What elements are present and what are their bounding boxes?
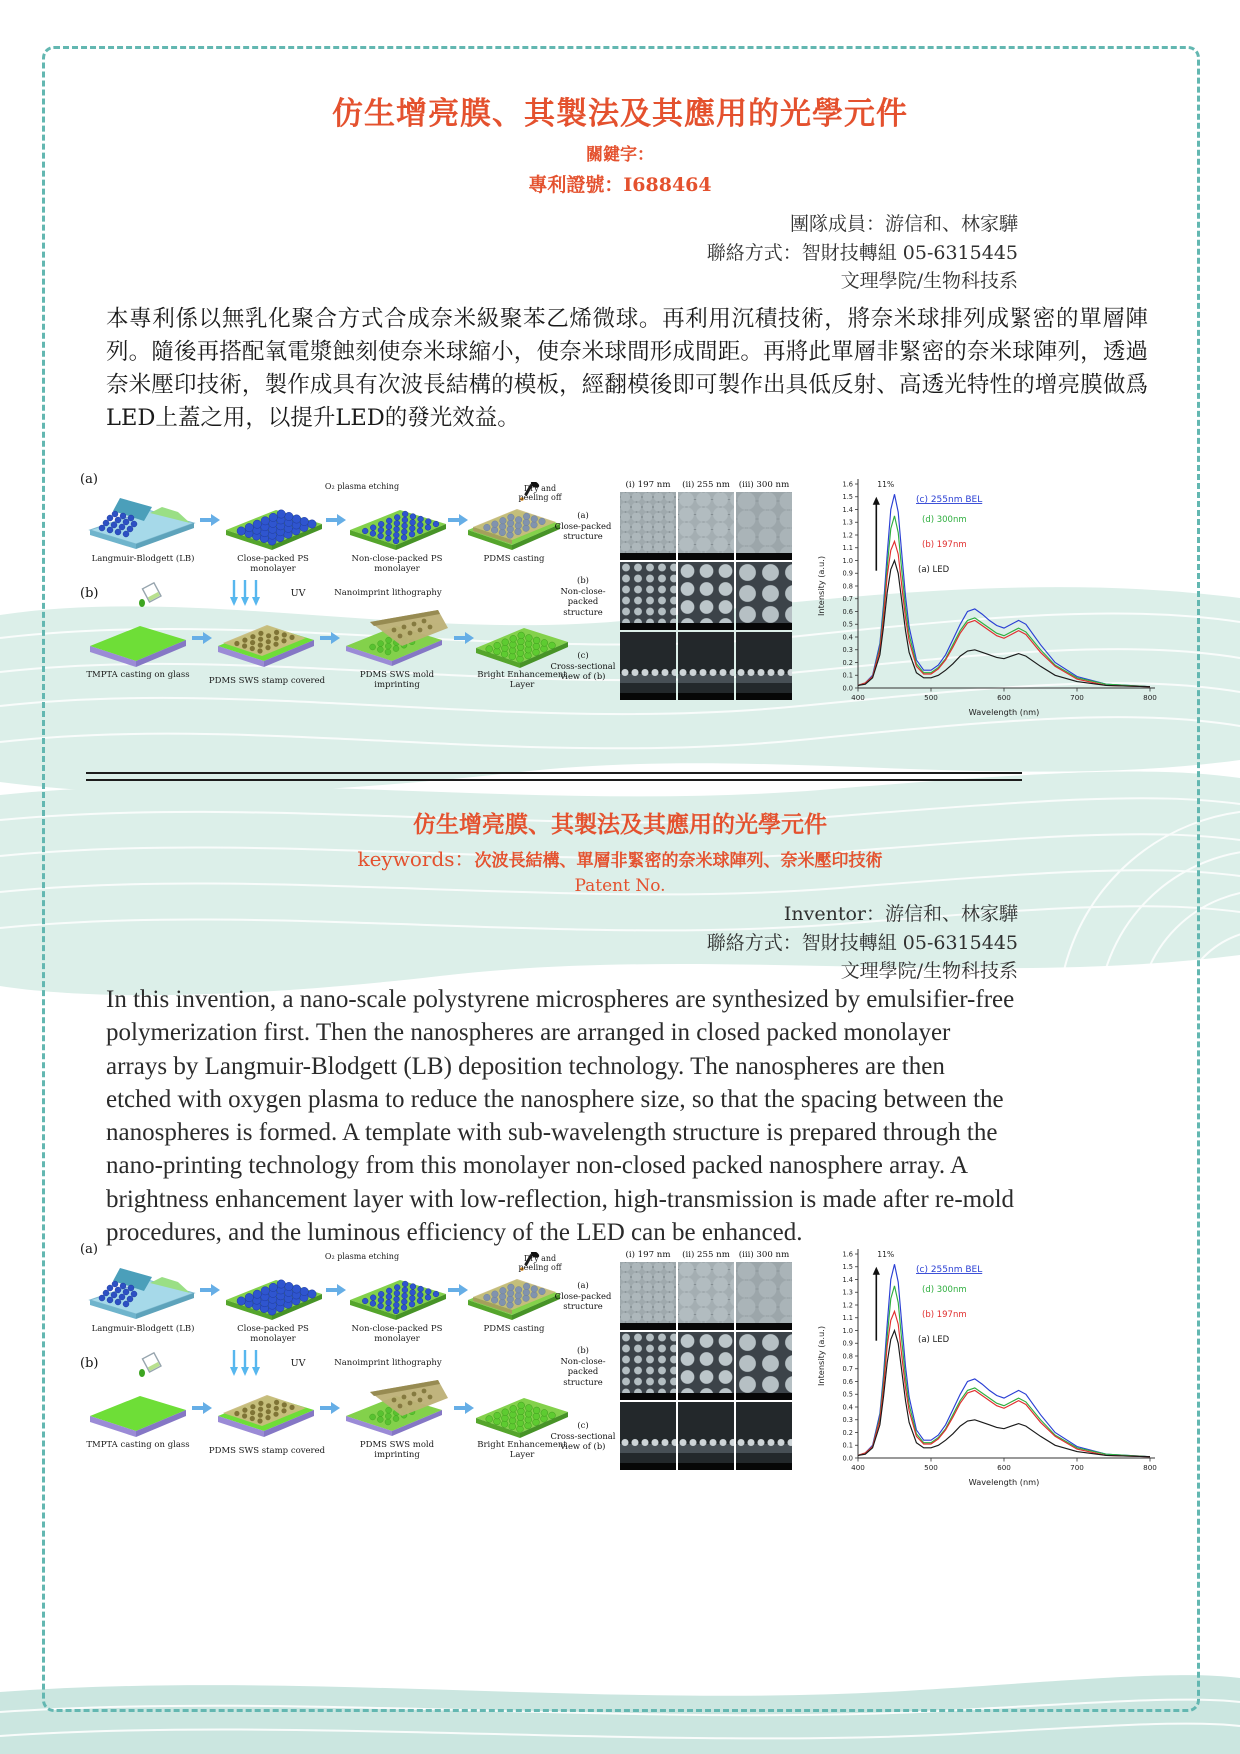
svg-text:0.5: 0.5 [842,1390,853,1399]
svg-text:0.1: 0.1 [842,671,853,680]
inventor-block [707,900,1018,986]
nanoimprint-label: Nanoimprint lithography [334,588,442,598]
svg-text:1.5: 1.5 [842,1263,853,1272]
svg-text:Intensity (a.u.): Intensity (a.u.) [816,1325,826,1387]
mold-imprinting-illustration [342,1374,452,1438]
svg-text:600: 600 [997,1463,1011,1472]
svg-text:Intensity (a.u.): Intensity (a.u.) [816,555,826,617]
keywords-en-label: keywords： [357,847,475,871]
process-arrow-icon [200,514,220,526]
sem-image [620,1262,676,1330]
process-arrow-icon [320,1402,340,1414]
svg-text:0.9: 0.9 [842,569,853,578]
sem-image [736,1262,792,1330]
keywords-list: 次波長結構、單層非緊密的奈米球陣列、奈米壓印技術 [474,851,883,871]
svg-text:0.4: 0.4 [842,1403,853,1412]
sem-col-header: (ii) 255 nm [682,480,730,490]
sem-image [620,562,676,630]
svg-text:0.0: 0.0 [842,1454,853,1463]
sem-image [620,1332,676,1400]
process-arrow-icon [192,632,212,644]
step-label: Bright Enhancement Layer [477,1440,567,1461]
svg-text:1.6: 1.6 [842,1250,853,1259]
svg-text:1.6: 1.6 [842,480,853,489]
mold-imprinting-illustration [342,604,452,668]
svg-text:0.0: 0.0 [842,684,853,693]
process-figure [80,1240,1162,1495]
sem-col-header: (i) 197 nm [625,480,671,490]
step-label: Close-packed PS monolayer [237,554,309,575]
plasma-etching-label: O₂ plasma etching [324,1252,400,1261]
process-arrow-icon [326,1284,346,1296]
keywords-line [0,843,1240,872]
svg-text:Wavelength (nm): Wavelength (nm) [968,707,1040,717]
process-arrow-icon [192,1402,212,1414]
step-label: PDMS SWS stamp covered [208,676,326,686]
svg-text:0.7: 0.7 [842,1365,853,1374]
non-close-packed-monolayer-illustration [346,1262,450,1320]
step-label: Non-close-packed PS monolayer [351,1324,443,1345]
abstract-chinese: 本專利係以無乳化聚合方式合成奈米級聚苯乙烯微球。再利用沉積技術，將奈米球排列成緊密的單層陣列。隨後再搭配氧電漿蝕刻使奈米球縮小，使奈米球間形成間距。再將此單層非緊密的奈米球陣列，透過奈米壓印技術，製作成具有次波長結構的模板，經翻模後即可製作出具低反射、高透光特性的增亮膜做爲LED上蓋之用，以提升LED的發光效益。 [106,306,1148,431]
tmpta-glass-illustration [86,1380,190,1438]
lb-trough-illustration [86,492,198,550]
step-label: Langmuir-Blodgett (LB) [91,554,195,564]
sem-image [620,1402,676,1470]
sem-image [678,1332,734,1400]
svg-text:1.4: 1.4 [842,1275,853,1284]
inventor: Inventor：游信和、林家驊 [783,903,1018,925]
step-label: TMPTA casting on glass [86,670,190,680]
intensity-spectrum-chart [814,472,1162,720]
pdms-stamp-illustration [214,610,318,668]
svg-text:400: 400 [851,1463,865,1472]
sem-row-label: (b) Non-close-packed structure [560,1345,606,1387]
figure-slot-bottom [80,1240,1162,1495]
svg-text:700: 700 [1070,693,1084,702]
svg-text:0.3: 0.3 [842,646,853,655]
plasma-etching-label: O₂ plasma etching [324,482,400,491]
abstract-english: In this invention, a nano-scale polystyrene microspheres are synthesized by emulsifier-free polymerization first. Then the nanospheres are arranged in closed packed monolayer arrays by Langmuir-Blodgett (LB) deposition technology. The nanospheres are then etched with oxygen plasma to reduce the nanosphere size, so that the spacing between the nanospheres is formed. A template with sub-wavelength structure is prepared through the nano-printing technology from this monolayer non-closed packed nanosphere array. A brightness enhancement layer with low-reflection, high-transmission is made after re-mold procedures, and the luminous efficiency of the LED can be enhanced. [106,986,1015,1246]
patent-no-label: Patent No. [574,876,666,896]
process-arrow-icon [320,632,340,644]
sem-row-label: (b) Non-close-packed structure [560,575,606,617]
step-label: TMPTA casting on glass [86,1440,190,1450]
uv-label: UV [290,588,306,599]
svg-text:(c) 255nm BEL: (c) 255nm BEL [916,495,983,505]
svg-text:0.8: 0.8 [842,582,853,591]
sem-row-label: (a) Close-packed structure [554,1280,612,1312]
svg-text:0.3: 0.3 [842,1416,853,1425]
sem-image [678,1402,734,1470]
svg-text:11%: 11% [877,480,895,489]
svg-text:0.6: 0.6 [842,607,853,616]
team-members: 團隊成員：游信和、林家驊 [789,213,1018,235]
tmpta-glass-illustration [86,610,190,668]
close-packed-monolayer-illustration [222,1262,326,1320]
svg-text:0.6: 0.6 [842,1377,853,1386]
svg-text:1.2: 1.2 [842,531,853,540]
step-label: Langmuir-Blodgett (LB) [91,1324,195,1334]
panel-a-label: (a) [80,1242,98,1257]
uv-label: UV [290,1358,306,1369]
page-title: 仿生增亮膜、其製法及其應用的光學元件 [332,96,908,132]
patent-number: 專利證號：I688464 [528,174,712,196]
step-label: Non-close-packed PS monolayer [351,554,443,575]
dry-peeling-label: Dry and peeling off [518,484,562,502]
panel-a-label: (a) [80,472,98,487]
sem-image [736,562,792,630]
sem-grid [548,1244,792,1470]
chart-container [814,472,1162,724]
sem-image [736,632,792,700]
beaker-icon [136,580,168,610]
non-close-packed-monolayer-illustration [346,492,450,550]
sem-image [736,1402,792,1470]
svg-text:800: 800 [1143,1463,1157,1472]
process-arrow-icon [326,514,346,526]
step-label: Close-packed PS monolayer [237,1324,309,1345]
fabrication-diagram [80,1240,567,1495]
svg-text:700: 700 [1070,1463,1084,1472]
svg-text:800: 800 [1143,693,1157,702]
department-en: 文理學院/生物科技系 [840,960,1018,982]
panel-b-label: (b) [80,586,99,601]
sem-image [678,492,734,560]
svg-text:1.0: 1.0 [842,556,853,565]
svg-text:(a) LED: (a) LED [918,1335,950,1345]
svg-text:0.4: 0.4 [842,633,853,642]
svg-text:0.9: 0.9 [842,1339,853,1348]
svg-text:1.5: 1.5 [842,493,853,502]
sem-image [736,492,792,560]
svg-text:1.1: 1.1 [842,1314,853,1323]
dry-peeling-label: Dry and peeling off [518,1254,562,1272]
intensity-spectrum-chart [814,1242,1162,1490]
chart-container [814,1242,1162,1494]
svg-text:1.0: 1.0 [842,1326,853,1335]
pdms-stamp-illustration [214,1380,318,1438]
sem-image [620,492,676,560]
process-figure [80,470,1162,725]
beaker-icon [136,1350,168,1380]
svg-text:1.4: 1.4 [842,505,853,514]
sem-image [678,1262,734,1330]
svg-text:(b) 197nm: (b) 197nm [922,1310,967,1320]
svg-text:1.3: 1.3 [842,1288,853,1297]
section2-title: 仿生增亮膜、其製法及其應用的光學元件 [413,811,827,838]
svg-text:0.8: 0.8 [842,1352,853,1361]
sem-grid [548,474,792,700]
step-label: PDMS SWS stamp covered [208,1446,326,1456]
process-arrow-icon [454,632,474,644]
sem-col-header: (ii) 255 nm [682,1250,730,1260]
svg-text:(b) 197nm: (b) 197nm [922,540,967,550]
sem-row-label: (c) Cross-sectional view of (b) [550,650,616,682]
contact-info: 聯絡方式：智財技轉組 05-6315445 [706,241,1018,264]
contact-info-en: 聯絡方式：智財技轉組 05-6315445 [706,931,1018,954]
process-arrow-icon [200,1284,220,1296]
svg-text:(d) 300nm: (d) 300nm [922,1285,967,1295]
step-label: PDMS casting [483,1324,545,1334]
close-packed-monolayer-illustration [222,492,326,550]
section-divider [86,772,1022,781]
svg-text:0.1: 0.1 [842,1441,853,1450]
svg-text:(d) 300nm: (d) 300nm [922,515,967,525]
sem-col-header: (iii) 300 nm [738,1250,790,1260]
panel-b-label: (b) [80,1356,99,1371]
svg-text:400: 400 [851,693,865,702]
svg-text:0.7: 0.7 [842,595,853,604]
svg-text:1.3: 1.3 [842,518,853,527]
svg-text:1.2: 1.2 [842,1301,853,1310]
svg-text:0.2: 0.2 [842,1428,853,1437]
svg-text:11%: 11% [877,1250,895,1259]
sem-col-header: (iii) 300 nm [738,480,790,490]
uv-arrows-icon [226,580,290,608]
process-arrow-icon [454,1402,474,1414]
step-label: PDMS SWS mold imprinting [359,670,435,691]
step-label: PDMS SWS mold imprinting [359,1440,435,1461]
svg-text:Wavelength (nm): Wavelength (nm) [968,1477,1040,1487]
sem-image [678,562,734,630]
sem-row-label: (a) Close-packed structure [554,510,612,542]
fabrication-diagram [80,470,567,725]
svg-text:500: 500 [924,1463,938,1472]
step-label: PDMS casting [483,554,545,564]
svg-text:0.2: 0.2 [842,658,853,667]
svg-text:0.5: 0.5 [842,620,853,629]
lb-trough-illustration [86,1262,198,1320]
svg-text:1.1: 1.1 [842,544,853,553]
keywords-label: 關鍵字： [586,145,654,165]
sem-col-header: (i) 197 nm [625,1250,671,1260]
step-label: Bright Enhancement Layer [477,670,567,691]
department: 文理學院/生物科技系 [840,270,1018,292]
sem-image [736,1332,792,1400]
nanoimprint-label: Nanoimprint lithography [334,1358,442,1368]
sem-row-label: (c) Cross-sectional view of (b) [550,1420,616,1452]
svg-text:(a) LED: (a) LED [918,565,950,575]
sem-image [620,632,676,700]
contact-block [707,210,1018,296]
svg-text:500: 500 [924,693,938,702]
svg-text:600: 600 [997,693,1011,702]
figure-slot-top [80,470,1162,725]
sem-image [678,632,734,700]
uv-arrows-icon [226,1350,290,1378]
svg-text:(c) 255nm BEL: (c) 255nm BEL [916,1265,983,1275]
